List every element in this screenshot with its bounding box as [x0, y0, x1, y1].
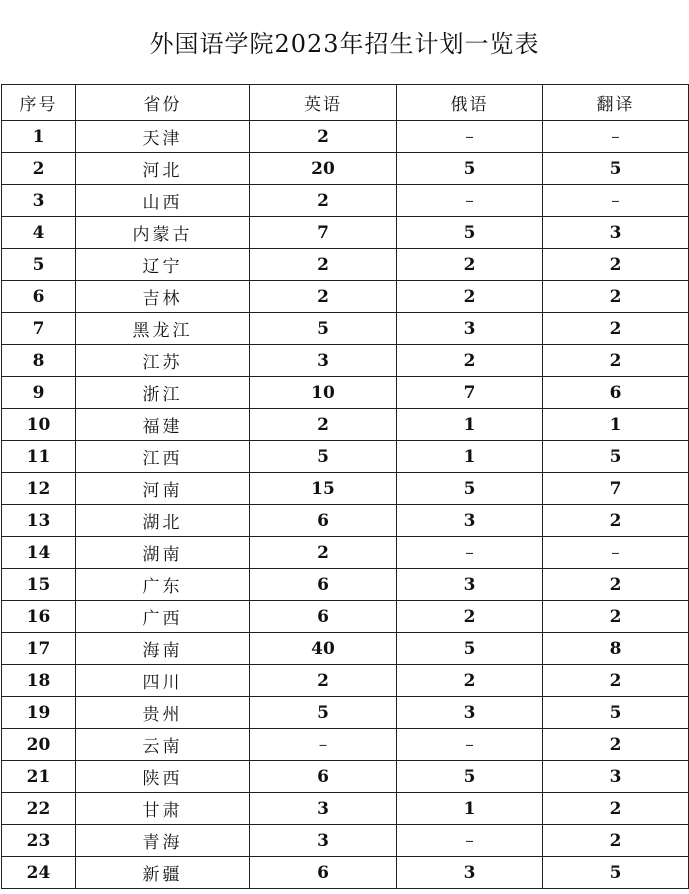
table-row	[2, 409, 689, 441]
cell-english: 7	[250, 217, 397, 249]
cell-english: 15	[250, 473, 397, 505]
cell-english: 5	[250, 441, 397, 473]
table-row	[2, 633, 689, 665]
cell-english: 3	[250, 793, 397, 825]
cell-english: 5	[250, 313, 397, 345]
table-header-row	[2, 85, 689, 121]
cell-no: 11	[2, 441, 76, 473]
cell-no: 9	[2, 377, 76, 409]
cell-province: 山西	[76, 185, 250, 217]
cell-province: 四川	[76, 665, 250, 697]
cell-translation: 2	[543, 249, 689, 281]
cell-province: 河北	[76, 153, 250, 185]
cell-province: 云南	[76, 729, 250, 761]
cell-translation: 5	[543, 697, 689, 729]
cell-translation: 2	[543, 313, 689, 345]
cell-no: 8	[2, 345, 76, 377]
table-row	[2, 249, 689, 281]
cell-russian: 3	[397, 505, 543, 537]
cell-english: 6	[250, 761, 397, 793]
cell-no: 17	[2, 633, 76, 665]
table-row	[2, 825, 689, 857]
cell-province: 江苏	[76, 345, 250, 377]
cell-russian: 2	[397, 249, 543, 281]
enrollment-plan-table	[1, 84, 689, 889]
cell-translation: 2	[543, 665, 689, 697]
cell-no: 15	[2, 569, 76, 601]
cell-russian: 1	[397, 793, 543, 825]
table-row	[2, 377, 689, 409]
cell-no: 14	[2, 537, 76, 569]
cell-no: 3	[2, 185, 76, 217]
cell-province: 广西	[76, 601, 250, 633]
cell-english: 6	[250, 505, 397, 537]
cell-translation: 8	[543, 633, 689, 665]
table-row	[2, 505, 689, 537]
cell-english: 6	[250, 857, 397, 889]
cell-russian: –	[397, 121, 543, 153]
cell-translation: –	[543, 185, 689, 217]
cell-english: 3	[250, 345, 397, 377]
cell-no: 5	[2, 249, 76, 281]
cell-english: 5	[250, 697, 397, 729]
cell-english: 2	[250, 665, 397, 697]
cell-russian: 3	[397, 569, 543, 601]
cell-translation: 5	[543, 857, 689, 889]
cell-translation: 1	[543, 409, 689, 441]
cell-translation: 5	[543, 441, 689, 473]
cell-province: 福建	[76, 409, 250, 441]
header-russian: 俄语	[397, 85, 543, 121]
cell-province: 黑龙江	[76, 313, 250, 345]
cell-english: 2	[250, 121, 397, 153]
cell-translation: 2	[543, 569, 689, 601]
cell-russian: 3	[397, 697, 543, 729]
cell-translation: 5	[543, 153, 689, 185]
cell-no: 23	[2, 825, 76, 857]
table-row	[2, 665, 689, 697]
cell-no: 6	[2, 281, 76, 313]
cell-province: 陕西	[76, 761, 250, 793]
cell-province: 天津	[76, 121, 250, 153]
cell-no: 24	[2, 857, 76, 889]
cell-english: 2	[250, 249, 397, 281]
cell-english: 20	[250, 153, 397, 185]
header-province: 省份	[76, 85, 250, 121]
cell-translation: 3	[543, 217, 689, 249]
cell-no: 12	[2, 473, 76, 505]
cell-province: 浙江	[76, 377, 250, 409]
cell-russian: 5	[397, 153, 543, 185]
header-translation: 翻译	[543, 85, 689, 121]
table-row	[2, 345, 689, 377]
cell-english: 40	[250, 633, 397, 665]
cell-russian: 2	[397, 345, 543, 377]
table-row	[2, 697, 689, 729]
cell-province: 内蒙古	[76, 217, 250, 249]
cell-russian: –	[397, 185, 543, 217]
table-body	[2, 121, 689, 889]
cell-province: 青海	[76, 825, 250, 857]
cell-translation: 2	[543, 505, 689, 537]
cell-province: 河南	[76, 473, 250, 505]
cell-no: 20	[2, 729, 76, 761]
cell-province: 湖北	[76, 505, 250, 537]
cell-province: 湖南	[76, 537, 250, 569]
cell-russian: –	[397, 537, 543, 569]
cell-province: 江西	[76, 441, 250, 473]
table-row	[2, 313, 689, 345]
cell-english: 2	[250, 185, 397, 217]
cell-russian: 5	[397, 761, 543, 793]
cell-english: 2	[250, 281, 397, 313]
cell-province: 甘肃	[76, 793, 250, 825]
cell-russian: 5	[397, 473, 543, 505]
cell-no: 16	[2, 601, 76, 633]
cell-russian: 2	[397, 665, 543, 697]
cell-russian: 1	[397, 441, 543, 473]
table-row	[2, 537, 689, 569]
cell-translation: 2	[543, 601, 689, 633]
table-row	[2, 473, 689, 505]
cell-russian: 3	[397, 857, 543, 889]
table-row	[2, 281, 689, 313]
cell-no: 19	[2, 697, 76, 729]
cell-translation: 2	[543, 281, 689, 313]
header-no: 序号	[2, 85, 76, 121]
cell-no: 1	[2, 121, 76, 153]
cell-province: 贵州	[76, 697, 250, 729]
table-row	[2, 601, 689, 633]
document-title: 外国语学院2023年招生计划一览表	[149, 30, 540, 58]
cell-translation: 3	[543, 761, 689, 793]
cell-english: 10	[250, 377, 397, 409]
header-english: 英语	[250, 85, 397, 121]
cell-english: 3	[250, 825, 397, 857]
cell-russian: 7	[397, 377, 543, 409]
cell-translation: 2	[543, 729, 689, 761]
cell-russian: 5	[397, 217, 543, 249]
cell-russian: 1	[397, 409, 543, 441]
table-row	[2, 121, 689, 153]
cell-english: 2	[250, 537, 397, 569]
cell-translation: 2	[543, 345, 689, 377]
table-row	[2, 153, 689, 185]
cell-english: 2	[250, 409, 397, 441]
cell-translation: –	[543, 121, 689, 153]
cell-province: 新疆	[76, 857, 250, 889]
table-row	[2, 185, 689, 217]
cell-no: 21	[2, 761, 76, 793]
cell-no: 18	[2, 665, 76, 697]
cell-translation: 2	[543, 825, 689, 857]
cell-province: 辽宁	[76, 249, 250, 281]
table-row	[2, 217, 689, 249]
table-row	[2, 441, 689, 473]
cell-russian: –	[397, 825, 543, 857]
table-row	[2, 729, 689, 761]
cell-russian: 5	[397, 633, 543, 665]
cell-russian: 2	[397, 281, 543, 313]
cell-translation: 2	[543, 793, 689, 825]
cell-russian: 3	[397, 313, 543, 345]
cell-no: 4	[2, 217, 76, 249]
cell-russian: 2	[397, 601, 543, 633]
cell-province: 广东	[76, 569, 250, 601]
table-row	[2, 761, 689, 793]
cell-english: 6	[250, 569, 397, 601]
table-row	[2, 569, 689, 601]
cell-translation: 6	[543, 377, 689, 409]
cell-no: 22	[2, 793, 76, 825]
cell-no: 7	[2, 313, 76, 345]
cell-english: 6	[250, 601, 397, 633]
cell-russian: –	[397, 729, 543, 761]
cell-no: 13	[2, 505, 76, 537]
cell-no: 10	[2, 409, 76, 441]
cell-translation: –	[543, 537, 689, 569]
table-row	[2, 857, 689, 889]
table-row	[2, 793, 689, 825]
cell-no: 2	[2, 153, 76, 185]
cell-translation: 7	[543, 473, 689, 505]
cell-english: –	[250, 729, 397, 761]
cell-province: 吉林	[76, 281, 250, 313]
cell-province: 海南	[76, 633, 250, 665]
